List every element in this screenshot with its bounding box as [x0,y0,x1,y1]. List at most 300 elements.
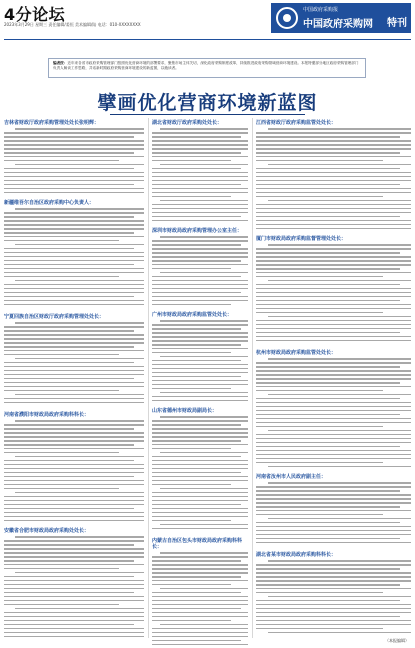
editor-note-lead: 编者按： [53,61,68,65]
text-line [15,358,144,360]
article-body [4,322,144,408]
text-line [152,256,248,258]
text-line [4,216,134,218]
text-line [4,440,144,442]
text-line [152,612,248,614]
text-line [4,628,144,630]
text-line [268,358,411,360]
text-line [152,264,248,266]
text-line [256,366,400,368]
text-line [15,128,144,130]
text-line [152,368,248,370]
text-line [4,240,119,242]
text-line [268,244,411,246]
text-line [4,496,144,498]
text-line [4,378,134,380]
text-line [268,430,411,432]
article-title: 湖北省财政厅政府采购处处长： [152,120,223,126]
text-line [256,450,411,452]
text-line [4,436,144,438]
text-line [152,172,248,174]
text-line [15,536,144,538]
column-divider [252,118,253,638]
text-line [152,300,248,302]
text-line [152,436,248,438]
article [4,528,144,642]
article-title: 杭州市财政局政府采购监管处处长： [256,350,337,356]
text-line [4,220,144,222]
text-line [15,208,144,210]
text-line [4,472,144,474]
text-line [4,212,144,214]
text-line [152,460,248,462]
text-line [152,156,248,158]
text-line [256,406,411,408]
text-line [160,552,248,554]
article-title: 山东省德州市财政局副局长： [152,408,218,414]
text-line [268,128,411,130]
article-body [256,244,411,346]
text-line [160,356,248,358]
text-line [256,252,400,254]
text-line [152,352,231,354]
text-line [15,608,144,610]
text-line [256,248,411,250]
text-line [15,244,144,246]
text-line [256,144,411,146]
text-line [152,604,248,606]
text-line [256,284,400,286]
text-line [4,248,134,250]
article [152,228,248,308]
text-line [152,160,231,162]
text-line [152,132,248,134]
text-line [4,390,119,392]
text-line [4,540,144,542]
text-line [152,456,241,458]
text-line [4,160,119,162]
text-line [256,136,400,138]
page-label: 4分论坛 [4,5,66,24]
header-divider [4,39,411,40]
text-line [268,632,411,634]
article [256,552,411,636]
text-line [152,344,241,346]
text-line [152,324,248,326]
text-line [4,480,144,482]
text-line [152,364,248,366]
text-line [256,438,411,440]
text-line [4,326,144,328]
text-line [268,518,411,520]
text-line [256,340,411,342]
text-line [4,272,144,274]
text-line [256,370,411,372]
text-line [152,620,231,622]
text-line [256,156,411,158]
text-line [256,402,411,404]
text-line [152,464,248,466]
text-line [4,192,144,194]
text-line [152,632,248,634]
text-line [152,396,248,398]
text-line [152,152,241,154]
text-line [152,188,248,190]
text-line [4,512,144,514]
text-line [15,456,144,458]
text-line [4,560,134,562]
article [4,200,144,310]
text-line [4,330,134,332]
text-line [4,504,144,506]
text-line [152,636,248,638]
text-line [4,334,144,336]
text-line [256,324,411,326]
text-line [256,522,400,524]
text-line [4,612,144,614]
text-line [256,612,411,614]
text-line [160,588,248,590]
text-line [160,392,248,394]
text-line [4,460,134,462]
article [152,120,248,224]
text-line [15,280,144,282]
text-line [4,184,134,186]
text-line [152,472,241,474]
text-line [4,520,144,522]
text-line [4,136,134,138]
text-line [152,628,248,630]
text-line [4,256,144,258]
text-line [4,132,144,134]
text-line [256,176,411,178]
text-line [4,468,144,470]
author-credit: （本报编辑） [385,638,409,643]
article-title: 新疆维吾尔自治区政府采购中心负责人： [4,200,95,206]
text-line [4,232,134,234]
text-line [152,380,248,382]
text-line [4,342,144,344]
article [4,120,144,196]
article-title: 河南省濮阳市财政局政府采购科科长： [4,412,90,418]
text-line [256,320,411,322]
text-line [152,140,248,142]
text-line [152,476,248,478]
text-line [4,568,119,570]
text-line [256,188,411,190]
article [4,314,144,408]
text-line [268,394,411,396]
text-line [152,348,248,350]
text-line [152,600,248,602]
newspaper-logo [271,3,411,33]
article-body [152,320,248,404]
text-line [256,264,411,266]
text-line [256,132,411,134]
text-line [256,538,400,540]
article [256,120,411,232]
text-line [4,464,144,466]
text-line [4,428,134,430]
article-title: 江西省财政厅政府采购监管处处长： [256,120,337,126]
text-line [256,446,400,448]
text-line [256,608,411,610]
text-line [152,592,241,594]
text-line [256,514,383,516]
article-title: 广州市财政局政府采购监管处处长： [152,312,233,318]
text-line [256,328,411,330]
text-line [4,354,119,356]
text-line [256,296,411,298]
text-line [256,526,411,528]
text-line [152,424,241,426]
text-line [256,272,411,274]
text-line [4,600,144,602]
text-line [256,580,411,582]
text-line [256,256,411,258]
text-line [4,564,144,566]
text-line [152,640,241,642]
text-line [4,370,144,372]
text-line [256,386,411,388]
article [152,538,248,642]
article [152,312,248,404]
article-title: 深圳市财政局政府采购管理办公室主任： [152,228,243,234]
text-line [160,416,248,418]
text-line [152,148,248,150]
article [256,350,411,470]
text-line [160,524,248,526]
text-line [15,572,144,574]
text-line [4,500,144,502]
text-line [152,420,248,422]
text-line [4,374,144,376]
text-line [4,224,144,226]
text-line [152,560,241,562]
text-line [256,332,400,334]
text-line [15,322,144,324]
text-line [268,164,411,166]
text-line [4,168,134,170]
text-line [268,560,411,562]
text-line [152,644,248,646]
text-line [152,496,248,498]
text-line [15,420,144,422]
text-line [4,432,144,434]
text-line [152,428,248,430]
text-line [152,208,248,210]
text-line [152,616,248,618]
text-line [256,398,400,400]
text-line [256,534,411,536]
article-body [152,552,248,648]
text-line [152,608,241,610]
text-line [152,500,248,502]
text-line [4,252,144,254]
text-line [256,426,383,428]
text-line [4,448,144,450]
article [152,408,248,534]
text-line [152,480,248,482]
text-line [268,482,411,484]
text-line [4,382,144,384]
article-body [256,560,411,636]
article [256,236,411,346]
text-line [256,228,411,230]
emblem-icon [276,7,298,29]
text-line [256,184,400,186]
text-line [4,548,144,550]
text-line [256,564,411,566]
text-line [256,588,411,590]
article [4,412,144,524]
text-line [4,588,144,590]
article-title: 吉林省财政厅政府采购管理处处长张明辉： [4,120,100,126]
text-line [256,486,411,488]
text-line [4,516,144,518]
text-line [15,492,144,494]
text-line [256,510,411,512]
text-line [256,212,411,214]
text-line [15,164,144,166]
text-line [152,248,248,250]
text-line [160,488,248,490]
text-line [256,276,383,278]
issue-line: 2023年3月29日 星期三 责任编辑/姜恒 美术编辑/陆 电话：010-XXXXXXXX [4,22,141,27]
text-line [4,620,144,622]
newspaper-name: 中国政府采购网 [303,19,373,30]
text-line [4,632,144,634]
text-line [152,240,248,242]
article-title: 湖北省某市财政局政府采购科科长： [256,552,337,558]
text-line [268,316,411,318]
text-line [4,508,134,510]
text-line [256,584,400,586]
text-line [152,276,241,278]
text-line [256,530,411,532]
text-line [152,556,248,558]
text-line [256,172,411,174]
text-line [160,128,248,130]
text-line [160,272,248,274]
text-line [4,402,144,404]
text-line [256,414,400,416]
text-line [256,624,411,626]
editor-note [48,58,366,78]
text-line [4,544,134,546]
text-line [152,260,241,262]
text-line [256,434,411,436]
text-line [4,362,134,364]
text-line [152,432,248,434]
article-body [4,536,144,642]
text-line [152,144,248,146]
text-line [4,292,144,294]
text-line [256,498,411,500]
text-line [15,394,144,396]
text-line [4,276,119,278]
article-body [152,236,248,308]
text-line [256,628,383,630]
text-line [152,216,241,218]
text-line [256,410,411,412]
column-divider [148,118,149,638]
text-line [152,440,241,442]
article-body [256,128,411,232]
text-line [256,308,411,310]
text-line [4,288,144,290]
article-title: 厦门市财政局政府采购监督管理处处长： [256,236,347,242]
text-line [4,236,144,238]
text-line [4,576,134,578]
text-line [256,620,411,622]
text-line [4,260,144,262]
text-line [256,572,411,574]
text-line [256,568,400,570]
text-line [256,140,411,142]
text-line [4,616,144,618]
text-line [256,542,411,544]
text-line [256,616,400,618]
text-line [4,596,144,598]
article-body [152,128,248,224]
article-title: 宁夏回族自治区财政厅政府采购管理处处长： [4,314,105,320]
article-body [256,358,411,470]
text-line [256,458,411,460]
article-title: 安徽省合肥市财政局政府采购处处长： [4,528,90,534]
article [256,474,411,548]
text-line [256,494,411,496]
text-line [256,592,383,594]
text-line [152,372,248,374]
text-line [4,398,144,400]
text-line [4,156,144,158]
title-divider [110,114,305,115]
text-line [256,390,383,392]
text-line [268,280,411,282]
text-line [4,350,144,352]
text-line [256,362,411,364]
text-line [256,454,411,456]
text-line [256,312,383,314]
text-line [256,304,411,306]
text-line [256,418,411,420]
text-line [152,384,248,386]
text-line [256,148,411,150]
text-line [4,636,144,638]
text-line [256,442,411,444]
text-line [4,424,144,426]
text-line [4,476,134,478]
article-title: 河南省汝州市人民政府副主任： [256,474,327,480]
text-line [256,336,411,338]
text-line [152,572,248,574]
text-line [152,596,248,598]
text-line [256,192,411,194]
text-line [256,506,400,508]
text-line [256,180,411,182]
text-line [152,388,231,390]
text-line [4,264,134,266]
text-line [256,490,400,492]
text-line [256,204,411,206]
text-line [256,604,411,606]
text-line [4,338,144,340]
text-line [152,444,248,446]
text-line [152,296,248,298]
text-line [4,584,144,586]
text-line [152,168,241,170]
